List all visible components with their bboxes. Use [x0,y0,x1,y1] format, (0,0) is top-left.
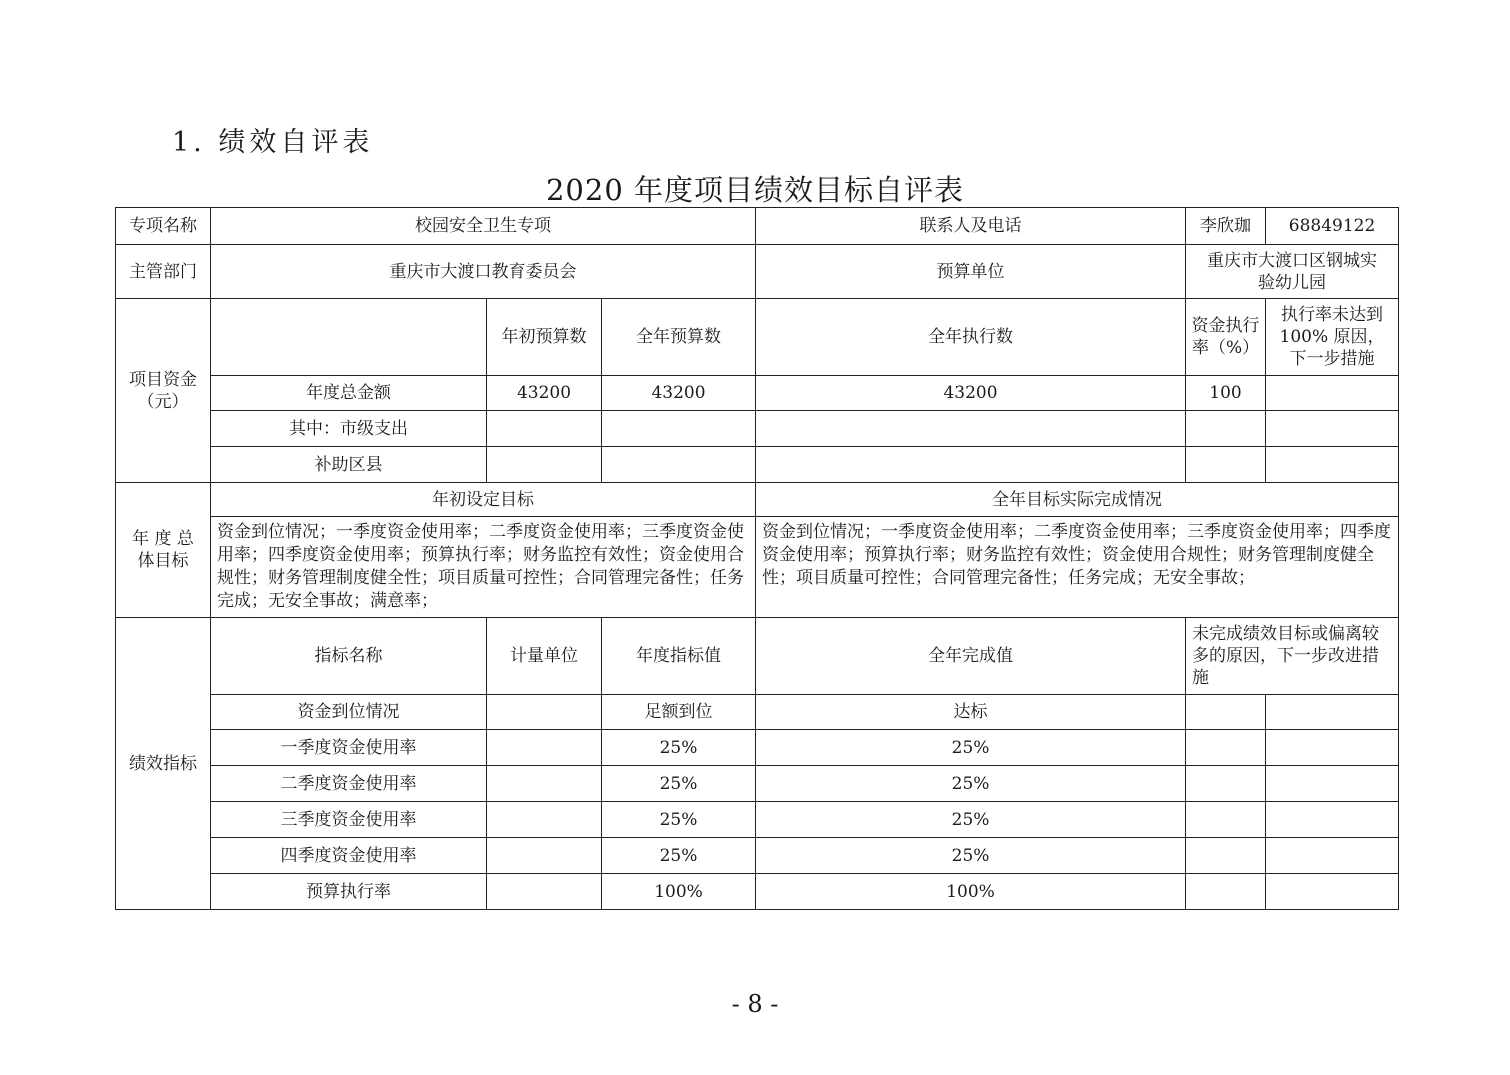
funds-header-row [116,299,1399,376]
funds-row-rate [1186,411,1266,447]
indicators-header-row [116,618,1399,695]
indicator-row [116,766,1399,802]
indicator-unit [487,802,602,838]
indicator-reason-b [1266,766,1399,802]
funds-row [116,376,1399,411]
funds-row-name: 补助区县 [211,447,487,483]
funds-row-initial [487,411,602,447]
funds-header-annual: 全年预算数 [602,299,756,376]
indicator-reason-b [1266,838,1399,874]
funds-row-rate [1186,447,1266,483]
funds-row-annual [602,411,756,447]
indicator-header-unit: 计量单位 [487,618,602,695]
funds-row-reason [1266,411,1399,447]
budget-unit-value: 重庆市大渡口区钢城实验幼儿园 [1186,245,1399,299]
indicator-row [116,730,1399,766]
contact-label: 联系人及电话 [756,208,1186,245]
indicator-reason-b [1266,802,1399,838]
indicator-target: 25% [602,730,756,766]
indicator-row [116,874,1399,910]
funds-header-initial: 年初预算数 [487,299,602,376]
goals-text-row [116,517,1399,618]
indicators-label: 绩效指标 [116,618,211,910]
indicator-reason-a [1186,802,1266,838]
project-name-label: 专项名称 [116,208,211,245]
funds-header-rate: 资金执行率（%） [1186,299,1266,376]
goals-initial-text: 资金到位情况；一季度资金使用率；二季度资金使用率；三季度资金使用率；四季度资金使用率；预算执行率；财务监控有效性；资金使用合规性；财务管理制度健全性；项目质量可控性；合同管理完备性；任务完成；无安全事故；满意率； [211,517,756,618]
indicator-name: 资金到位情况 [211,695,487,730]
funds-label: 项目资金（元） [116,299,211,483]
indicator-reason-a [1186,766,1266,802]
indicator-unit [487,730,602,766]
section-heading: 1. 绩效自评表 [172,127,374,158]
funds-row-reason [1266,447,1399,483]
dept-value: 重庆市大渡口教育委员会 [211,245,756,299]
indicator-actual: 达标 [756,695,1186,730]
indicator-reason-a [1186,730,1266,766]
indicator-target: 100% [602,874,756,910]
indicator-row [116,838,1399,874]
indicator-actual: 25% [756,802,1186,838]
indicator-reason-a [1186,838,1266,874]
funds-row-executed [756,447,1186,483]
indicator-actual: 100% [756,874,1186,910]
funds-row-executed: 43200 [756,376,1186,411]
funds-row-initial [487,447,602,483]
indicator-row [116,695,1399,730]
indicator-name: 四季度资金使用率 [211,838,487,874]
funds-row [116,447,1399,483]
table-title: 2020 年度项目绩效目标自评表 [545,173,965,207]
indicator-name: 三季度资金使用率 [211,802,487,838]
indicator-name: 一季度资金使用率 [211,730,487,766]
funds-row-executed [756,411,1186,447]
dept-label: 主管部门 [116,245,211,299]
funds-row-rate: 100 [1186,376,1266,411]
indicator-unit [487,766,602,802]
funds-row-initial: 43200 [487,376,602,411]
funds-row-name: 其中：市级支出 [211,411,487,447]
indicator-reason-a [1186,874,1266,910]
page-number: - 8 - [731,990,779,1018]
goals-label: 年 度 总体目标 [116,483,211,618]
indicator-target: 足额到位 [602,695,756,730]
funds-row-annual: 43200 [602,376,756,411]
indicator-name: 二季度资金使用率 [211,766,487,802]
funds-row-annual [602,447,756,483]
performance-table [115,207,1399,910]
department-row [116,245,1399,299]
project-name-value: 校园安全卫生专项 [211,208,756,245]
funds-row-reason [1266,376,1399,411]
indicator-reason-b [1266,874,1399,910]
contact-phone: 68849122 [1266,208,1399,245]
budget-unit-label: 预算单位 [756,245,1186,299]
contact-name: 李欣珈 [1186,208,1266,245]
indicator-name: 预算执行率 [211,874,487,910]
indicator-actual: 25% [756,730,1186,766]
indicator-target: 25% [602,766,756,802]
funds-row [116,411,1399,447]
indicator-header-actual: 全年完成值 [756,618,1186,695]
indicator-target: 25% [602,802,756,838]
project-row [116,208,1399,245]
goals-header-row [116,483,1399,517]
funds-header-blank [211,299,487,376]
indicator-reason-a [1186,695,1266,730]
indicator-reason-b [1266,730,1399,766]
funds-header-executed: 全年执行数 [756,299,1186,376]
indicator-unit [487,695,602,730]
funds-header-reason: 执行率未达到100% 原因，下一步措施 [1266,299,1399,376]
goals-actual-header: 全年目标实际完成情况 [756,483,1399,517]
indicator-header-reason: 未完成绩效目标或偏离较多的原因，下一步改进措施 [1186,618,1399,695]
goals-initial-header: 年初设定目标 [211,483,756,517]
indicator-header-name: 指标名称 [211,618,487,695]
indicator-unit [487,874,602,910]
indicator-actual: 25% [756,766,1186,802]
indicator-reason-b [1266,695,1399,730]
indicator-unit [487,838,602,874]
goals-actual-text: 资金到位情况；一季度资金使用率；二季度资金使用率；三季度资金使用率；四季度资金使用率；预算执行率；财务监控有效性；资金使用合规性；财务管理制度健全性；项目质量可控性；合同管理完备性；任务完成；无安全事故； [756,517,1399,618]
funds-row-name: 年度总金额 [211,376,487,411]
indicator-row [116,802,1399,838]
indicator-header-target: 年度指标值 [602,618,756,695]
indicator-actual: 25% [756,838,1186,874]
indicator-target: 25% [602,838,756,874]
